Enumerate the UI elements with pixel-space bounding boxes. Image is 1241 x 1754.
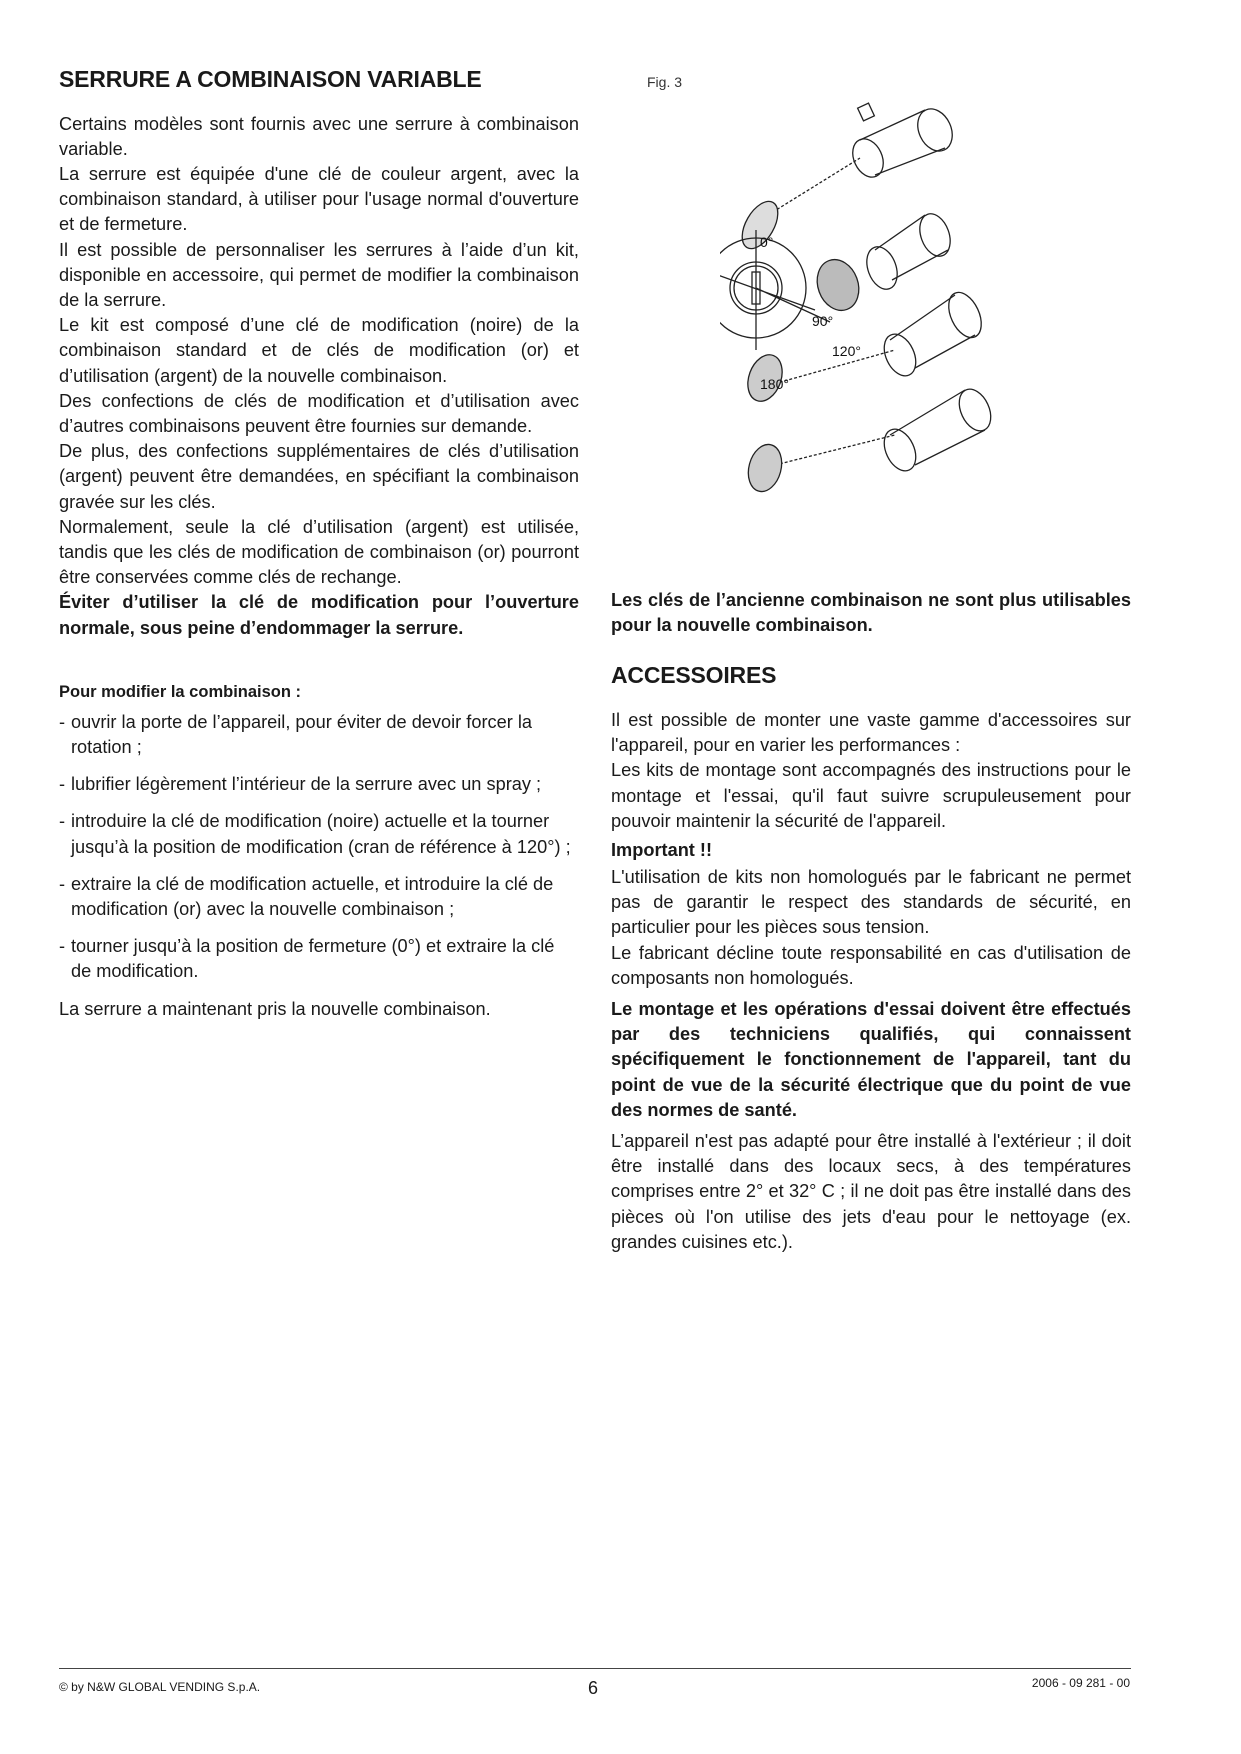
angle-label-0: 0° — [760, 234, 774, 250]
figure-label: Fig. 3 — [647, 74, 683, 90]
paragraph: De plus, des confections supplémentaires de clés d’utilisation (argent) peuvent être demandées, en spécifiant la combinaison gravée sur les clés. — [59, 441, 579, 512]
step-dash: - — [59, 811, 66, 832]
paragraph: Certains modèles sont fournis avec une serrure à combinaison variable. — [59, 113, 579, 159]
procedure-step — [59, 872, 579, 922]
section-title-accessoires: ACCESSOIRES — [611, 662, 777, 689]
procedure-heading: Pour modifier la combinaison : — [59, 682, 302, 701]
paragraph: Des confections de clés de modification et d’utilisation avec d’autres combinaisons peuvent être fournies sur demande. — [59, 390, 579, 437]
paragraph: L’appareil n'est pas adapté pour être installé à l'extérieur ; il doit être installé dans des locaux secs, à des températures comprises entre 2° et 32° C ; il ne doit pas être installé dans des pièces où l'on utilise des jets d'eau pour le nettoyage (ex. grandes cuisines etc.). — [611, 1131, 1131, 1252]
paragraph: Le fabricant décline toute responsabilité en cas d'utilisation de composants non homologués. — [611, 942, 1131, 988]
step-dash: - — [59, 873, 66, 894]
step-dash: - — [59, 711, 66, 732]
closing-paragraph: La serrure a maintenant pris la nouvelle combinaison. — [59, 998, 491, 1019]
paragraph: La serrure est équipée d'une clé de couleur argent, avec la combinaison standard, à utiliser pour l'usage normal d'ouverture et de fermeture. — [59, 164, 579, 235]
angle-label-120: 120° — [832, 343, 861, 359]
step-dash: - — [59, 936, 66, 957]
right-column — [611, 66, 1131, 1255]
step-text: lubrifier légèrement l’intérieur de la serrure avec un spray ; — [71, 774, 542, 795]
paragraph: Normalement, seule la clé d’utilisation (argent) est utilisée, tandis que les clés de modification de combinaison (or) pourront être conservées comme clés de rechange. — [59, 516, 579, 588]
paragraph: L'utilisation de kits non homologués par le fabricant ne permet pas de garantir le respect des standards de sécurité, en particulier pour les pièces sous tension. — [611, 867, 1131, 938]
step-text: ouvrir la porte de l’appareil, pour éviter de devoir forcer la rotation ; — [71, 711, 532, 758]
paragraph: Il est possible de personnaliser les serrures à l’aide d’un kit, disponible en accessoire, qui permet de modifier la combinaison de la serrure. — [59, 239, 579, 311]
procedure-step — [59, 772, 579, 797]
procedure-step — [59, 934, 579, 984]
paragraph: Il est possible de monter une vaste gamme d'accessoires sur l'appareil, pour en varier les performances : — [611, 710, 1131, 756]
procedure-step — [59, 710, 579, 760]
page-number: 6 — [588, 1678, 599, 1698]
paragraph: Le kit est composé d’une clé de modification (noire) de la combinaison standard et de clés de modification (or) et d’utilisation (argent) de la nouvelle combinaison. — [59, 315, 579, 386]
step-text: extraire la clé de modification actuelle, et introduire la clé de modification (or) avec la nouvelle combinaison ; — [71, 873, 554, 920]
warning-paragraph: Éviter d’utiliser la clé de modification pour l’ouverture normale, sous peine d’endommager la serrure. — [59, 592, 579, 638]
document-code: 2006 - 09 281 - 00 — [1031, 1676, 1130, 1690]
step-text: introduire la clé de modification (noire) actuelle et la tourner jusqu’à la position de modification (cran de référence à 120°) ; — [71, 811, 571, 857]
left-column — [59, 66, 579, 1022]
step-dash: - — [59, 774, 66, 795]
footer-copyright: © by N&W GLOBAL VENDING S.p.A. — [59, 1680, 261, 1694]
old-keys-note: Les clés de l’ancienne combinaison ne sont plus utilisables pour la nouvelle combinaison. — [611, 590, 1131, 636]
step-text: tourner jusqu’à la position de fermeture (0°) et extraire la clé de modification. — [71, 936, 555, 982]
technician-warning: Le montage et les opérations d'essai doivent être effectués par des techniciens qualifiés, qui connaissent spécifiquement le fonctionnement de l'appareil, tant du point de vue de la sécurité électrique que du point de vue des normes de santé. — [611, 999, 1131, 1120]
footer-divider — [59, 1668, 1131, 1669]
paragraph: Les kits de montage sont accompagnés des instructions pour le montage et l'essai, qu'il faut suivre scrupuleusement pour pouvoir maintenir la sécurité de l'appareil. — [611, 760, 1131, 831]
angle-label-90: 90° — [812, 313, 834, 329]
section-title-serrure: SERRURE A COMBINAISON VARIABLE — [59, 66, 482, 92]
angle-label-180: 180° — [760, 376, 789, 392]
important-heading: Important !! — [611, 840, 713, 861]
procedure-step — [59, 809, 579, 859]
